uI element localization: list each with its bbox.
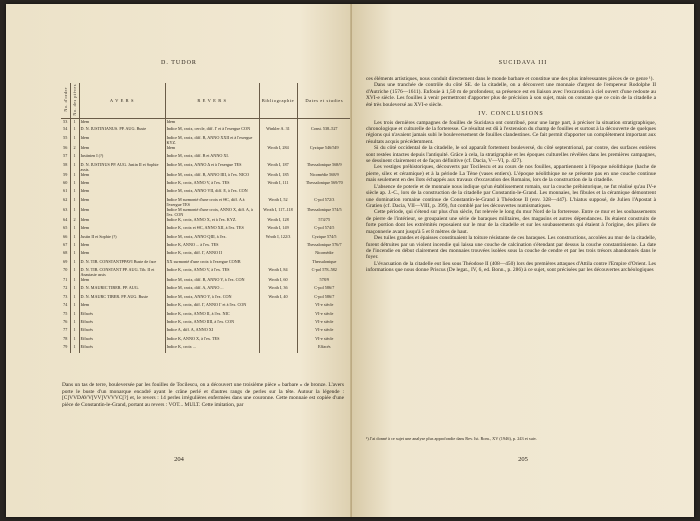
header-pieces: No. des pièces (70, 83, 79, 118)
cell-bib (259, 188, 297, 196)
cell-date: 578/9 (319, 277, 330, 283)
cell-date: VI-e siècle (315, 310, 334, 316)
cell-date: C-pol 586/7 (314, 285, 335, 291)
cell-avers: Idem (79, 277, 165, 285)
cell-avers: Idem (79, 197, 165, 207)
cell-date: VI-e siècle (315, 335, 334, 341)
cell-date: Const. 538–527 (310, 126, 338, 132)
right-page (352, 4, 694, 517)
cell-p: 1 (70, 162, 79, 172)
cell-bib (259, 153, 297, 161)
cell-n: 75 (61, 311, 70, 319)
cell-p: 1 (70, 172, 79, 180)
cell-date: 574/75 (318, 216, 331, 222)
cell-date (297, 135, 351, 145)
cell-bib: Wroth I, 40 (259, 294, 297, 302)
running-head-right: SUCIDAVA III (498, 60, 548, 66)
cell-revers: Indice M, croix, diff. B, ANNO XXII et à l'exergue KYZ. (165, 135, 259, 145)
cell-p: 1 (70, 207, 79, 217)
running-head-left: D. TUDOR (161, 60, 197, 66)
cell-avers: Idem (79, 217, 165, 225)
cell-revers: Indice M, croix, diff. B, ANNO Y, à l'ex. CON (165, 277, 259, 285)
cell-revers: Indice M, croix, cercle, diff. Γ et à l'exergue CON (165, 126, 259, 134)
cell-date: Nicomédie (315, 250, 334, 256)
cell-n: 67 (61, 242, 70, 250)
book-spread (6, 4, 694, 517)
cell-n: 74 (61, 302, 70, 310)
table-row (61, 311, 351, 319)
folio-right: 205 (518, 456, 528, 463)
table-row (61, 302, 351, 310)
cell-n: 72 (61, 285, 70, 293)
table-row (61, 135, 351, 145)
intro-paragraph: Dans une tranchée de contrôle du côté SE. de la citadelle, on a découvert une monnaie d'argent de l'empereur Rodolphe II d'Autriche (1576—1611). Enfouie à 1,50 m de profondeur, sa présence est en liaison avec l'excavation à ciel ouvert d'une redoute au XVI-e siècle. Les fouilles à venir permettront d'apporter plus de précision à son sujet, mais on constate que ce coin de la citadelle a été très bouleversé au XVI-e siècle. (366, 82, 656, 108)
cell-bib: Wroth I, 36 (259, 285, 297, 293)
table-row (61, 153, 351, 161)
cell-revers: Idem (165, 145, 259, 153)
cell-revers: Indice K, croix, diff. Γ, ANNO Γ et à l'ex. CON (165, 302, 259, 310)
cell-revers: Indice M, croix, ANNO Δ et à l'exergue TES (165, 162, 259, 172)
cell-bib (259, 327, 297, 335)
cell-bib (259, 118, 297, 126)
left-paragraph: Dans un tas de terre, bouleversée par les fouilles de Tocilescu, on a découvert une troisième pièce « barbare » de bronze. L'avers porte le buste d'un monarque encadré ayant le crâne perlé et d'autres rangs de perles sur la tête. Autour la légende : [C]VVDAVV[VV]VVVVC[?] et, le revers : 14 perles irrégulières enfermées dans une couronne. Cette monnaie est copiée d'une pièce de Constantin-le-Grand, portant au revers : VOT... MULT. Cette imitation, par (62, 382, 344, 408)
cell-bib: Wroth I, 111 (259, 180, 297, 188)
table-row (61, 285, 351, 293)
cell-date: Cyzique 574/5 (311, 233, 337, 239)
cell-bib (259, 242, 297, 250)
cell-p: 1 (70, 294, 79, 302)
table-header-row (61, 83, 351, 118)
cell-avers: Effacés (79, 319, 165, 327)
cell-n: 55 (61, 135, 70, 145)
cell-revers: Indice K, croix et ΘC, ANNO XII, à l'ex. TES (165, 225, 259, 233)
cell-p: 1 (70, 311, 79, 319)
cell-n: 54 (61, 126, 70, 134)
table-row (61, 126, 351, 134)
cell-p: 2 (70, 217, 79, 225)
cell-p: 1 (70, 336, 79, 344)
cell-n: 59 (61, 172, 70, 180)
cell-bib (259, 250, 297, 258)
cell-bib: Wroth I, 117–118 (259, 207, 297, 217)
cell-date: VI-e siècle (315, 327, 334, 333)
table-row (61, 118, 351, 126)
cell-revers: Indice K, croix, ANNO X, et à l'ex. KYZ. (165, 217, 259, 225)
cell-bib (259, 344, 297, 352)
table-row (61, 207, 351, 217)
cell-avers: D. N. MAURIC TIBER. PP. AUG. (79, 285, 165, 293)
cell-avers: Effacés (79, 311, 165, 319)
table-row (61, 217, 351, 225)
cell-date: C-pol 572/3 (314, 196, 335, 202)
cell-n: 73 (61, 294, 70, 302)
cell-n: 56 (61, 145, 70, 153)
cell-n: 76 (61, 319, 70, 327)
table-row (61, 319, 351, 327)
cell-bib: Wroth I, 187 (259, 162, 297, 172)
table-row (61, 294, 351, 302)
cell-date: VI-e siècle (315, 302, 334, 308)
cell-p: 1 (70, 126, 79, 134)
cell-bib (259, 259, 297, 267)
cell-revers: Indice K, croix, ANNO V, à l'ex. TES (165, 267, 259, 277)
cell-p: 1 (70, 234, 79, 242)
table-row (61, 145, 351, 153)
cell-avers: Idem (79, 172, 165, 180)
cell-p: 1 (70, 180, 79, 188)
cell-date: Thessalonique (312, 258, 337, 264)
cell-p: 1 (70, 259, 79, 267)
cell-bib: Wroth I, 149 (259, 225, 297, 233)
cell-bib: Winkler A. 31 (259, 126, 297, 134)
cell-bib: Wroth I, 60 (259, 277, 297, 285)
footnote: ¹) J'ai donné à ce sujet une analyse plus approfondie dans Rev. Ist. Rom., XV (1946), p. 243 et suiv. (366, 436, 537, 441)
cell-date: Thessalonique 576/7 (306, 241, 342, 247)
cell-n: 62 (61, 197, 70, 207)
table-row (61, 344, 351, 352)
body-paragraph: Les trois dernières campagnes de fouilles de Sucidava ont contribué, pour une large part, à préciser la situation stratigraphique, chronologique et culturelle de la forteresse. Ce résultat est dû à l'extension du champ de fouilles et surtout à la découverte de quelques régions qui n'avaient jamais subi le bouleversement de fouilles clandestines. Ce fait permit d'apporter un complètement important aux résultats acquis précédemment. (366, 119, 656, 145)
cell-date: Thessalonique 574/5 (306, 206, 342, 212)
cell-revers: Idem (165, 118, 259, 126)
cell-p: 1 (70, 302, 79, 310)
cell-n: 53 (61, 118, 70, 126)
cell-avers: D. N. TIB. CONSTANTPPAVI Buste de face (79, 259, 165, 267)
cell-p: 1 (70, 118, 79, 126)
table-row (61, 259, 351, 267)
cell-n: 58 (61, 162, 70, 172)
table-row (61, 225, 351, 233)
cell-avers: Justin II et Sophie (?) (79, 234, 165, 242)
intro-paragraph: ces éléments artistiques, nous conduit directement dans le monde barbare et constitue une des plus intéressantes pièces de ce genre ¹). (366, 76, 654, 82)
cell-date (297, 118, 351, 126)
table-row (61, 188, 351, 196)
cell-p: 1 (70, 135, 79, 145)
cell-date: Nicomédie 568/9 (309, 171, 339, 177)
cell-bib (259, 319, 297, 327)
cell-bib: Wroth I, 128 (259, 217, 297, 225)
cell-revers: Indice M, croix, diff. A, ANNO ... (165, 285, 259, 293)
table-row (61, 267, 351, 277)
cell-p: 1 (70, 327, 79, 335)
cell-avers: Idem (79, 145, 165, 153)
cell-revers: Indice M, croix, diff. B, ANNO IIII, à l'ex. NICO (165, 172, 259, 180)
cell-date: Thessalonique 568/9 (306, 161, 342, 167)
cell-n: 60 (61, 180, 70, 188)
cell-revers: Indice K, ANNO X, à l'ex. TES (165, 336, 259, 344)
cell-avers: Iustinien I (?) (79, 153, 165, 161)
cell-bib: Wroth I, 52 (259, 197, 297, 207)
table-row (61, 336, 351, 344)
right-body (366, 76, 656, 274)
cell-avers: Idem (79, 242, 165, 250)
section-title: IV. CONCLUSIONS (478, 111, 544, 118)
cell-bib: Wroth I, 122/3 (259, 234, 297, 242)
body-paragraph: L'évacuation de la citadelle eut lieu sous Théodose II (408—450) lors des premières attaques d'Attila contre l'Empire d'Orient. Les informations que nous donne Priscus (De legat., IV, 6, ed. Bonn., p. 286) à ce sujet, sont précisées par les découvertes archéologiques (366, 260, 656, 274)
cell-p: 1 (70, 277, 79, 285)
cell-date (297, 153, 351, 161)
cell-p: 1 (70, 344, 79, 352)
cell-p: 1 (70, 242, 79, 250)
body-paragraph: Cette période, qui s'étend sur plus d'un siècle, fut relevée le long du mur Nord de la forteresse. Entre ce mur et les soubassements de pierre de l'intérieur, se groupaient une série de baraques militaires, des magasins et autres dépendances. Ils étaient construits de forte portion dont les extrémités reposaient sur le mur de la citadelle et sur les soubassements qui étaient à l'origine, des piliers de maçonnerie avant jusqu'à 5 et 8 mètres de haut. (366, 209, 656, 235)
cell-revers: Indice M, croix, ANNO Y, à l'ex. CON (165, 294, 259, 302)
cell-avers: Idem (79, 302, 165, 310)
cell-date (297, 188, 351, 196)
cell-p: 1 (70, 319, 79, 327)
header-avers: A V E R S (79, 83, 165, 118)
table-row (61, 172, 351, 180)
header-dates: Dates et studies (297, 83, 351, 118)
cell-date: Thessalonique 569/70 (305, 179, 343, 185)
cell-avers: Idem (79, 250, 165, 258)
cell-n: 71 (61, 277, 70, 285)
table-row (61, 162, 351, 172)
cell-n: 57 (61, 153, 70, 161)
cell-revers: Indice K, croix, ANNO IIII, à l'ex. CON (165, 319, 259, 327)
body-paragraph: L'absence de poterie et de monnaie nous indique qu'un établissement romain, sur la couche préhistorique, ne fut réalisé qu'au IV-e siècle ap. J.-C., lors de la construction de la citadelle par Constantin-le-Grand. Les monnaies, les fibules et la céramique démontrent une domination romaine continue de Constantin-le-Grand à Théodose II (env. 328—447). L'hiatus supposé, de Julien l'Apostat à Gratien (cf. Dacia, VII—VIII, p. 399), fut comblé par les découvertes numismatiques. (366, 183, 656, 210)
cell-n: 77 (61, 327, 70, 335)
cell-p: 1 (70, 153, 79, 161)
cell-n: 64 (61, 217, 70, 225)
cell-n: 63 (61, 207, 70, 217)
cell-p: 1 (70, 267, 79, 277)
cell-revers: XX surmonté d'une croix à l'exergue CONB (165, 259, 259, 267)
cell-avers: Idem (79, 135, 165, 145)
cell-avers: D. N. MAURC TIBER. PP. AUG. Buste (79, 294, 165, 302)
cell-bib: Wroth I, 284 (259, 145, 297, 153)
header-revers: R E V E R S (165, 83, 259, 118)
cell-revers: Indice M, croix, diff. B et ANNO XI. (165, 153, 259, 161)
cell-date: VI-e siècle (315, 319, 334, 325)
body-paragraph: Des tuiles grandes et épaisses constituaient la toiture résistante de ces baraques. Les constructions, accolées au mur de la citadelle, furent détruites par un violent incendie qui laissa une couche de calcination s'étendant par dessus la couche constantinienne. La date de l'incendie en début clairement des monnaies trouvées isolées sous la couche de cendre et par les trois trésors abandonnés dans le foyer. (366, 235, 656, 261)
cell-avers: Idem (79, 207, 165, 217)
cell-revers: Indice M, croix, ANNO VII, diff. E, à l'ex. CON (165, 188, 259, 196)
cell-revers: Indice A, diff. A, ANNO XI (165, 327, 259, 335)
cell-date: C-pol 578–582 (311, 267, 337, 273)
cell-avers: D. N. IUSTINIANUS. PP. AUG. Buste (79, 126, 165, 134)
cell-p: 2 (70, 145, 79, 153)
table-row (61, 250, 351, 258)
cell-p: 1 (70, 197, 79, 207)
cell-n: 79 (61, 344, 70, 352)
cell-p: 1 (70, 285, 79, 293)
cell-revers: Indice K, croix, diff. Γ, ANNO II (165, 250, 259, 258)
cell-n: 65 (61, 225, 70, 233)
cell-n: 68 (61, 250, 70, 258)
cell-revers: Indice K, croix ... (165, 344, 259, 352)
table-row (61, 180, 351, 188)
table-row (61, 277, 351, 285)
coin-table (61, 83, 351, 353)
cell-date: Effacés (318, 344, 331, 350)
cell-n: 78 (61, 336, 70, 344)
cell-n: 70 (61, 267, 70, 277)
table-row (61, 242, 351, 250)
cell-avers: Idem (79, 188, 165, 196)
cell-n: 61 (61, 188, 70, 196)
cell-bib (259, 336, 297, 344)
folio-left: 204 (174, 456, 184, 463)
cell-avers: Effacés (79, 336, 165, 344)
cell-revers: Indice M, croix, ANNO QIII, à l'ex. (165, 234, 259, 242)
cell-revers: Indice M surmonté d'une croix et ΘC, diff. A à l'exergue TES (165, 197, 259, 207)
table-row (61, 197, 351, 207)
cell-n: 69 (61, 259, 70, 267)
cell-revers: Indice K, ANNO ... à l'ex. TES (165, 242, 259, 250)
cell-bib (259, 311, 297, 319)
cell-p: 1 (70, 225, 79, 233)
cell-avers: Idem (79, 180, 165, 188)
cell-avers: Effacés (79, 344, 165, 352)
cell-bib (259, 302, 297, 310)
table-row (61, 234, 351, 242)
cell-bib: Wroth I, 84 (259, 267, 297, 277)
cell-p: 1 (70, 188, 79, 196)
cell-avers: D. N. TIB. CONSTANT PP. AUG. Tib. II et Anastasie assis (79, 267, 165, 277)
header-bibliographie: Bibliographie (259, 83, 297, 118)
cell-revers: Indice K, croix, ANNO V, à l'ex. TES (165, 180, 259, 188)
left-page (6, 4, 352, 517)
table-row (61, 327, 351, 335)
cell-revers: Indice M surmonté d'une croix, ANNO X, diff. A, à l'ex. CON (165, 207, 259, 217)
cell-bib (259, 135, 297, 145)
body-paragraph: Les vestiges préhistoriques, découverts par Tocilescu et au cours de nos fouilles, appartiennent à l'époque néolithique (hache de pierre, silex et céramique) et à la période La Tène (vases entiers). L'époque néolithique ne se présente pas en une couche continue mais seulement en des îlots échappés aux travaux d'excavation des Romains, lors de la construction de la citadelle. (366, 164, 656, 184)
cell-avers: Effacés (79, 327, 165, 335)
cell-revers: Indice K, croix, ANNO II, à l'ex. NIC (165, 311, 259, 319)
cell-n: 66 (61, 234, 70, 242)
cell-date: C-pol 586/7 (314, 293, 335, 299)
header-order: No. d'ordre (61, 83, 70, 118)
cell-p: 1 (70, 250, 79, 258)
cell-avers: D. N. IUSTINUS PP. AUG. Justin II et Sophie assis. (79, 162, 165, 172)
body-paragraph: Si du côté occidental de la citadelle, le sol apparaît fortement bouleversé, du côté septentrional, par contre, des surfaces entières sont restées intactes depuis l'antiquité. Grâce à cela, la stratigraphie et les époques culturelles révélées dans les premières campagnes, se dessinent clairement et de façon définitive (cf. Dacia, V—VI, p. 427). (366, 145, 656, 165)
cell-date: C-pol 574/5 (314, 225, 335, 231)
cell-date: Cyzique 546/549 (309, 144, 339, 150)
cell-bib: Wroth I, 185 (259, 172, 297, 180)
cell-avers: Idem (79, 225, 165, 233)
cell-avers: Idem (79, 118, 165, 126)
